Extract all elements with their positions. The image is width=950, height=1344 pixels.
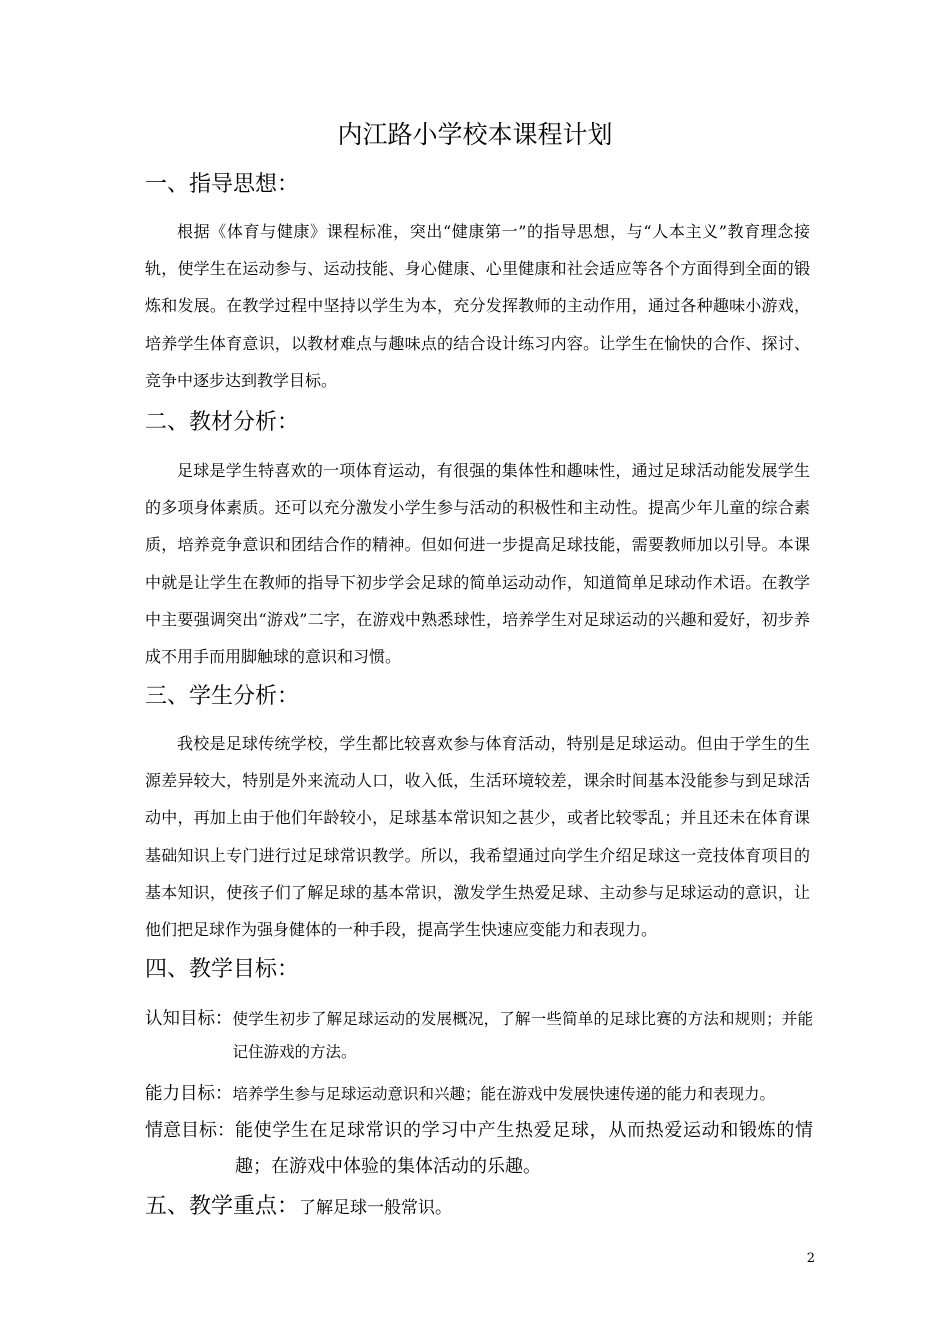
goal-ability bbox=[145, 1078, 813, 1111]
section-paragraph-guiding-ideology: 根据《体育与健康》课程标准，突出“健康第一”的指导思想，与“人本主义”教育理念接轨，使学生在运动参与、运动技能、身心健康、心里健康和社会适应等各个方面得到全面的锻炼和发展。在教学过程中坚持以学生为本，充分发挥教师的主动作用，通过各种趣味小游戏，培养学生体育意识，以教材难点与趣味点的结合设计练习内容。让学生在愉快的合作、探讨、竞争中逐步达到教学目标。 bbox=[145, 222, 810, 390]
section-paragraph-student-analysis: 我校是足球传统学校，学生都比较喜欢参与体育活动，特别是足球运动。但由于学生的生源差异较大，特别是外来流动人口，收入低，生活环境较差，课余时间基本没能参与到足球活动中，再加上由于他们年龄较小，足球基本常识知之甚少，或者比较零乱；并且还未在体育课基础知识上专门进行过足球常识教学。所以，我希望通过向学生介绍足球这一竞技体育项目的基本知识，使孩子们了解足球的基本常识，激发学生热爱足球、主动参与足球运动的意识，让他们把足球作为强身健体的一种手段，提高学生快速应变能力和表现力。 bbox=[145, 734, 810, 940]
goal-emotion bbox=[145, 1113, 813, 1185]
document-title: 内江路小学校本课程计划 bbox=[337, 120, 613, 149]
teaching-focus bbox=[145, 1191, 813, 1225]
page-number: 2 bbox=[806, 1251, 815, 1266]
goal-label-emotion: 情意目标： bbox=[145, 1120, 235, 1141]
goal-cognitive bbox=[145, 1003, 813, 1069]
section-heading-material-analysis: 二、教材分析： bbox=[145, 410, 300, 435]
goal-text-ability: 培养学生参与足球运动意识和兴趣；能在游戏中发展快速传递的能力和表现力。 bbox=[232, 1085, 776, 1103]
section-heading-guiding-ideology: 一、指导思想： bbox=[145, 172, 300, 197]
goal-text-emotion: 能使学生在足球常识的学习中产生热爱足球，从而热爱运动和锻炼的情趣；在游戏中体验的集体活动的乐趣。 bbox=[235, 1120, 813, 1177]
goal-text-cognitive: 使学生初步了解足球运动的发展概况，了解一些简单的足球比赛的方法和规则；并能记住游戏的方法。 bbox=[232, 1010, 813, 1061]
section-heading-teaching-goals: 四、教学目标： bbox=[145, 957, 300, 982]
goal-label-ability: 能力目标： bbox=[145, 1084, 233, 1104]
goal-label-cognitive: 认知目标： bbox=[145, 1009, 233, 1029]
section-heading-teaching-focus: 五、教学重点： bbox=[145, 1194, 300, 1219]
teaching-focus-text: 了解足球一般常识。 bbox=[299, 1198, 453, 1218]
section-heading-student-analysis: 三、学生分析： bbox=[145, 684, 300, 709]
section-paragraph-material-analysis: 足球是学生特喜欢的一项体育运动，有很强的集体性和趣味性，通过足球活动能发展学生的多项身体素质。还可以充分激发小学生参与活动的积极性和主动性。提高少年儿童的综合素质，培养竞争意识和团结合作的精神。但如何进一步提高足球技能，需要教师加以引导。本课中就是让学生在教师的指导下初步学会足球的简单运动动作，知道简单足球动作术语。在教学中主要强调突出“游戏”二字，在游戏中熟悉球性，培养学生对足球运动的兴趣和爱好，初步养成不用手而用脚触球的意识和习惯。 bbox=[145, 461, 810, 667]
